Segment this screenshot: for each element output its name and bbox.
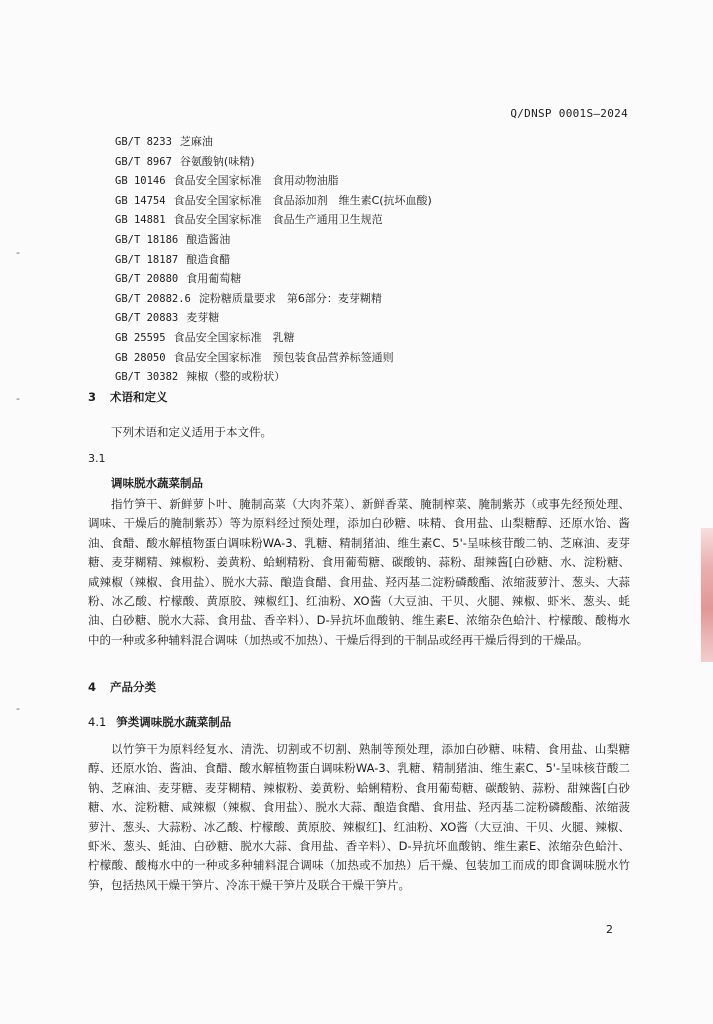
section-number: 3 xyxy=(88,390,97,404)
clause-number: 3.1 xyxy=(88,452,106,465)
clause-title: 笋类调味脱水蔬菜制品 xyxy=(116,715,232,729)
reference-item xyxy=(115,152,432,172)
reference-code: GB 28050 xyxy=(115,351,166,364)
reference-item xyxy=(115,250,432,270)
reference-code: GB/T 8233 xyxy=(115,136,172,148)
reference-code: GB 10146 xyxy=(115,175,166,188)
reference-item xyxy=(115,210,432,230)
reference-code: GB/T 18187 xyxy=(115,253,179,266)
reference-title: 芝麻油 xyxy=(179,135,213,148)
reference-title: 谷氨酸钠(味精) xyxy=(179,154,255,168)
reference-title: 麦芽糖 xyxy=(186,311,220,325)
term-heading: 调味脱水蔬菜制品 xyxy=(111,476,203,490)
seal-stamp-edge xyxy=(701,528,713,662)
terms-intro: 下列术语和定义适用于本文件。 xyxy=(111,425,272,439)
document-code: Q/DNSP 0001S—2024 xyxy=(510,107,628,120)
section-3-heading xyxy=(88,389,168,405)
section-title: 产品分类 xyxy=(110,680,157,694)
section-number: 4 xyxy=(88,680,97,694)
scan-mark: - xyxy=(16,246,20,259)
reference-item xyxy=(115,269,432,289)
normative-references-list xyxy=(115,132,432,387)
reference-item xyxy=(115,171,432,191)
section-title: 术语和定义 xyxy=(110,390,168,404)
reference-code: GB/T 20883 xyxy=(115,312,179,325)
clause-4-1-heading xyxy=(88,714,231,730)
reference-code: GB/T 20880 xyxy=(115,273,179,286)
reference-title: 食用葡萄糖 xyxy=(186,272,242,286)
reference-item xyxy=(115,367,432,387)
reference-title: 食品安全国家标准 食品添加剂 维生素C(抗坏血酸) xyxy=(173,193,432,207)
reference-item xyxy=(115,289,432,309)
section-4-heading xyxy=(88,679,156,695)
scan-mark: - xyxy=(16,702,20,715)
term-definition: 指竹笋干、新鲜萝卜叶、腌制高菜（大肉芥菜）、新鲜香菜、腌制榨菜、腌制紫苏（或事先经预处理、调味、干燥后的腌制紫苏）等为原料经过预处理，添加白砂糖、味精、食用盐、山梨糖醇、还原水饴、酱油、食醋、酸水解植物蛋白调味粉WA-3、乳糖、精制猪油、维生素C、5'-呈味核苷酸二钠、芝麻油、麦芽糖、麦芽糊精、辣椒粉、姜黄粉、蛤蜊精粉、食用葡萄糖、碳酸钠、蒜粉、甜辣酱[白砂糖、水、淀粉糖、咸辣椒（辣椒、食用盐）、脱水大蒜、酿造食醋、食用盐、羟丙基二淀粉磷酸酯、浓缩菠萝汁、葱头、大蒜粉、冰乙酸、柠檬酸、黄原胶、辣椒红]、红油粉、XO酱（大豆油、干贝、火腿、辣椒、虾米、葱头、蚝油、白砂糖、脱水大蒜、食用盐、香辛料）、D-异抗坏血酸钠、维生素E、浓缩杂色蛤汁、柠檬酸、酸梅水中的一种或多种辅料混合调味（加热或不加热）、干燥后得到的干制品或经再干燥后得到的干燥品。 xyxy=(88,497,630,647)
reference-title: 食品安全国家标准 食品生产通用卫生规范 xyxy=(173,213,383,227)
reference-code: GB 14881 xyxy=(115,214,166,227)
clause-number: 4.1 xyxy=(88,715,107,729)
reference-code: GB/T 20882.6 xyxy=(115,292,191,305)
reference-code: GB 14754 xyxy=(115,194,166,207)
reference-title: 淀粉糖质量要求 第6部分：麦芽糊精 xyxy=(198,291,382,305)
reference-title: 食品安全国家标准 乳糖 xyxy=(173,330,295,344)
scan-mark: - xyxy=(16,392,20,405)
reference-title: 酿造酱油 xyxy=(186,232,231,246)
reference-item xyxy=(115,328,432,348)
reference-title: 食品安全国家标准 食用动物油脂 xyxy=(173,174,339,188)
clause-4-1-text: 以竹笋干为原料经复水、清洗、切割或不切割、熟制等预处理，添加白砂糖、味精、食用盐、山梨糖醇、还原水饴、酱油、食醋、酸水解植物蛋白调味粉WA-3、乳糖、精制猪油、维生素C、5'-呈味核苷酸二钠、芝麻油、麦芽糖、麦芽糊精、辣椒粉、姜黄粉、蛤蜊精粉、食用葡萄糖、碳酸钠、蒜粉、甜辣酱[白砂糖、水、淀粉糖、咸辣椒（辣椒、食用盐）、脱水大蒜、酿造食醋、食用盐、羟丙基二淀粉磷酸酯、浓缩菠萝汁、葱头、大蒜粉、冰乙酸、柠檬酸、黄原胶、辣椒红]、红油粉、XO酱（大豆油、干贝、火腿、辣椒、虾米、葱头、蚝油、白砂糖、脱水大蒜、食用盐、香辛料）、D-异抗坏血酸钠、维生素E、浓缩杂色蛤汁、柠檬酸、酸梅水中的一种或多种辅料混合调味（加热或不加热）后干燥、包装加工而成的即食调味脱水竹笋，包括热风干燥干笋片、冷冻干燥干笋片及联合干燥干笋片。 xyxy=(88,742,630,892)
reference-item xyxy=(115,191,432,211)
reference-code: GB/T 18186 xyxy=(115,233,179,246)
reference-title: 食品安全国家标准 预包装食品营养标签通则 xyxy=(173,350,394,364)
reference-code: GB/T 8967 xyxy=(115,155,172,168)
reference-title: 辣椒（整的或粉状） xyxy=(186,370,286,384)
reference-item xyxy=(115,230,432,250)
reference-code: GB 25595 xyxy=(115,331,166,344)
reference-code: GB/T 30382 xyxy=(115,371,179,384)
reference-item xyxy=(115,132,432,152)
page-number: 2 xyxy=(606,923,613,936)
reference-item xyxy=(115,308,432,328)
reference-title: 酿造食醋 xyxy=(186,252,231,266)
reference-item xyxy=(115,348,432,368)
